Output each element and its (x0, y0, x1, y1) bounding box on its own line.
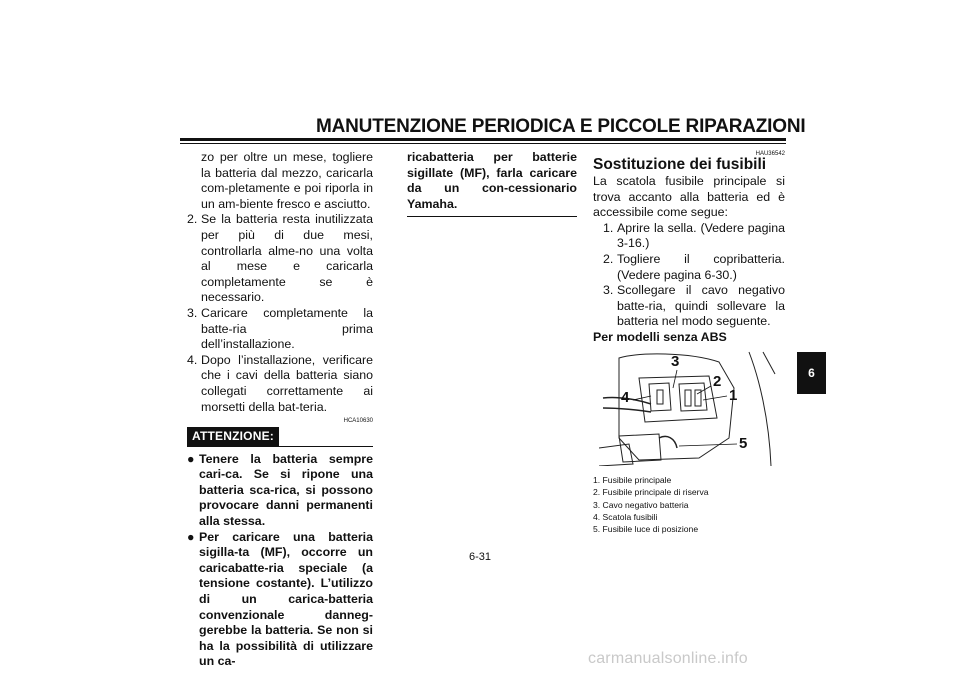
figure-label-5: 5 (739, 434, 748, 452)
header-rule-thin (180, 143, 786, 144)
attention-badge: ATTENZIONE: (187, 427, 279, 447)
caption-item: 3. Cavo negativo batteria (593, 499, 689, 510)
watermark: carmanualsonline.info (588, 650, 748, 667)
caption-item: 4. Scatola fusibili (593, 512, 658, 523)
header-rule (180, 138, 786, 141)
reference-code: HAU36542 (755, 151, 785, 157)
fuse-box-figure (599, 348, 779, 466)
intro-paragraph: zo per oltre un mese, togliere la batteria dal mezzo, caricarla com-pletamente e poi riporla in un am-biente fresco e asciutto. (201, 150, 373, 211)
list-item: 4. Dopo l’installazione, verificare che i cavi della batteria siano collegati correttamente ai morsetti della bat-teria. (187, 352, 373, 414)
attention-rule (279, 446, 373, 447)
list-item: 2. Se la batteria resta inutilizzata per più di due mesi, controllarla alme-no una volta al mese e caricarla completamente se è necessario. (187, 212, 373, 305)
figure-label-4: 4 (621, 388, 630, 406)
column-middle (407, 150, 577, 217)
warning-continuation: ricabatteria per batterie sigillate (MF), farla caricare da un con-cessionario Yamaha. (407, 150, 577, 211)
chapter-tab: 6 (797, 352, 826, 394)
section-title: Sostituzione dei fusibili (593, 156, 767, 173)
subsection-title: Per modelli senza ABS (593, 329, 727, 344)
list-item: 3. Caricare completamente la batte-ria prima dell’installazione. (187, 305, 373, 352)
step-item: 2. Togliere il copribatteria. (Vedere pagina 6-30.) (603, 251, 785, 282)
caption-item: 1. Fusibile principale (593, 475, 672, 486)
caption-item: 5. Fusibile luce di posizione (593, 524, 699, 535)
page-title: MANUTENZIONE PERIODICA E PICCOLE RIPARAZIONI (316, 116, 806, 137)
warning-bullet: ● Per caricare una batteria sigilla-ta (MF), occorre un caricabatte-ria speciale (a tensione costante). L’utilizzo di un carica-batteria convenzionale danneg-gerebbe la batteria. Se non si ha la possibilità di utilizzare un ca- (187, 529, 373, 669)
figure-captions (593, 474, 785, 535)
bullet-icon: ● (187, 451, 195, 466)
reference-code: HCA10630 (343, 418, 373, 425)
section-intro: La scatola fusibile principale si trova accanto alla batteria ed è accessibile come segue: (593, 174, 785, 220)
figure-label-1: 1 (729, 386, 738, 404)
bullet-icon: ● (187, 529, 195, 544)
warning-bullet: ● Tenere la batteria sempre cari-ca. Se si ripone una batteria sca-rica, si possono provocare danni permanenti alla stessa. (187, 451, 373, 529)
page-number: 6-31 (468, 551, 492, 563)
step-item: 3. Scollegare il cavo negativo batte-ria, quindi sollevare la batteria nel modo seguente. (603, 283, 785, 329)
column-right (593, 150, 785, 536)
caption-item: 2. Fusibile principale di riserva (593, 487, 709, 498)
attention-end-rule (407, 216, 577, 217)
figure-label-3: 3 (671, 352, 680, 370)
figure-label-2: 2 (713, 372, 722, 390)
attention-header (187, 427, 373, 447)
column-left (187, 150, 373, 670)
step-item: 1. Aprire la sella. (Vedere pagina 3-16.) (603, 220, 785, 251)
